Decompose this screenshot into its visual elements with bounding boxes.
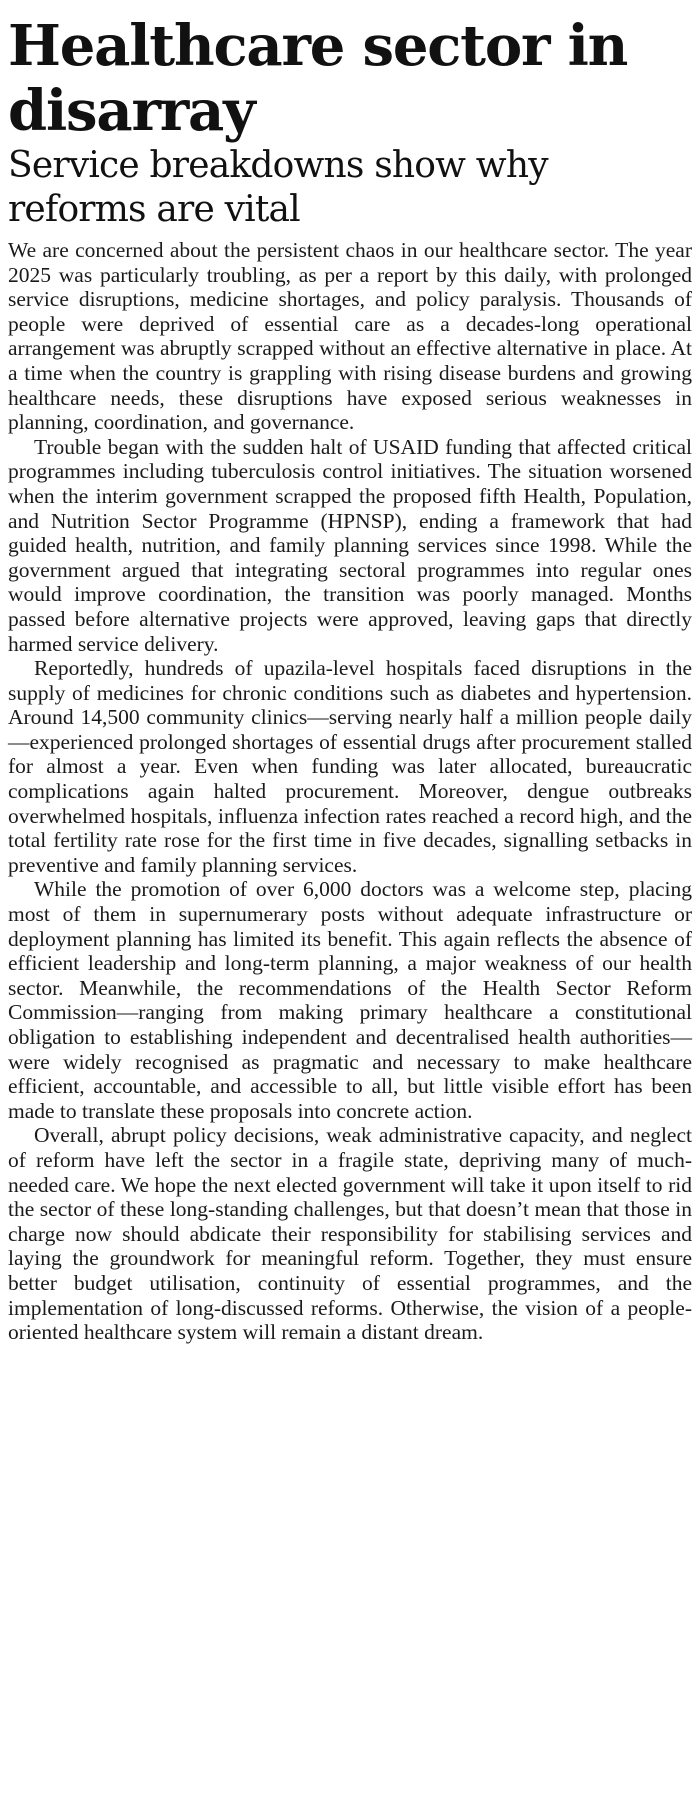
subheadline: Service breakdowns show why reforms are vital: [8, 145, 548, 230]
headline: Healthcare sector in disarray: [8, 13, 628, 144]
paragraph: Overall, abrupt policy decisions, weak administrative capacity, and neglect of reform have left the sector in a fragile state, depriving many of much-needed care. We hope the next elected government will take it upon itself to rid the sector of these long-standing challenges, but that doesn’t mean that those in charge now should abdicate their responsibility for stabilising services and laying the groundwork for meaningful reform. Together, they must ensure better budget utilisation, continuity of essential programmes, and the implementation of long-discussed reforms. Otherwise, the vision of a people-oriented healthcare system will remain a distant dream.: [8, 1123, 692, 1345]
paragraph: Reportedly, hundreds of upazila-level hospitals faced disruptions in the supply of medicines for chronic conditions such as diabetes and hypertension. Around 14,500 community clinics—serving nearly half a million people daily—experienced prolonged shortages of essential drugs after procurement stalled for almost a year. Even when funding was later allocated, bureaucratic complications again halted procurement. Moreover, dengue outbreaks overwhelmed hospitals, influenza infection rates reached a record high, and the total fertility rate rose for the first time in five decades, signalling setbacks in preventive and family planning services.: [8, 656, 692, 877]
article-body: [8, 238, 692, 1345]
paragraph: We are concerned about the persistent chaos in our healthcare sector. The year 2025 was particularly troubling, as per a report by this daily, with prolonged service disruptions, medicine shortages, and policy paralysis. Thousands of people were deprived of essential care as a decades-long operational arrangement was abruptly scrapped without an effective alternative in place. At a time when the country is grappling with rising disease burdens and growing healthcare needs, these disruptions have exposed serious weaknesses in planning, coordination, and governance.: [8, 238, 692, 435]
paragraph: Trouble began with the sudden halt of USAID funding that affected critical programmes including tuberculosis control initiatives. The situation worsened when the interim government scrapped the proposed fifth Health, Population, and Nutrition Sector Programme (HPNSP), ending a framework that had guided health, nutrition, and family planning services since 1998. While the government argued that integrating sectoral programmes into regular ones would improve coordination, the transition was poorly managed. Months passed before alternative projects were approved, leaving gaps that directly harmed service delivery.: [8, 434, 692, 656]
paragraph: While the promotion of over 6,000 doctors was a welcome step, placing most of them in supernumerary posts without adequate infrastructure or deployment planning has limited its benefit. This again reflects the absence of efficient leadership and long-term planning, a major weakness of our health sector. Meanwhile, the recommendations of the Health Sector Reform Commission—ranging from making primary healthcare a constitutional obligation to establishing independent and decentralised health authorities—were widely recognised as pragmatic and necessary to make healthcare efficient, accountable, and accessible to all, but little visible effort has been made to translate these proposals into concrete action.: [8, 877, 692, 1123]
